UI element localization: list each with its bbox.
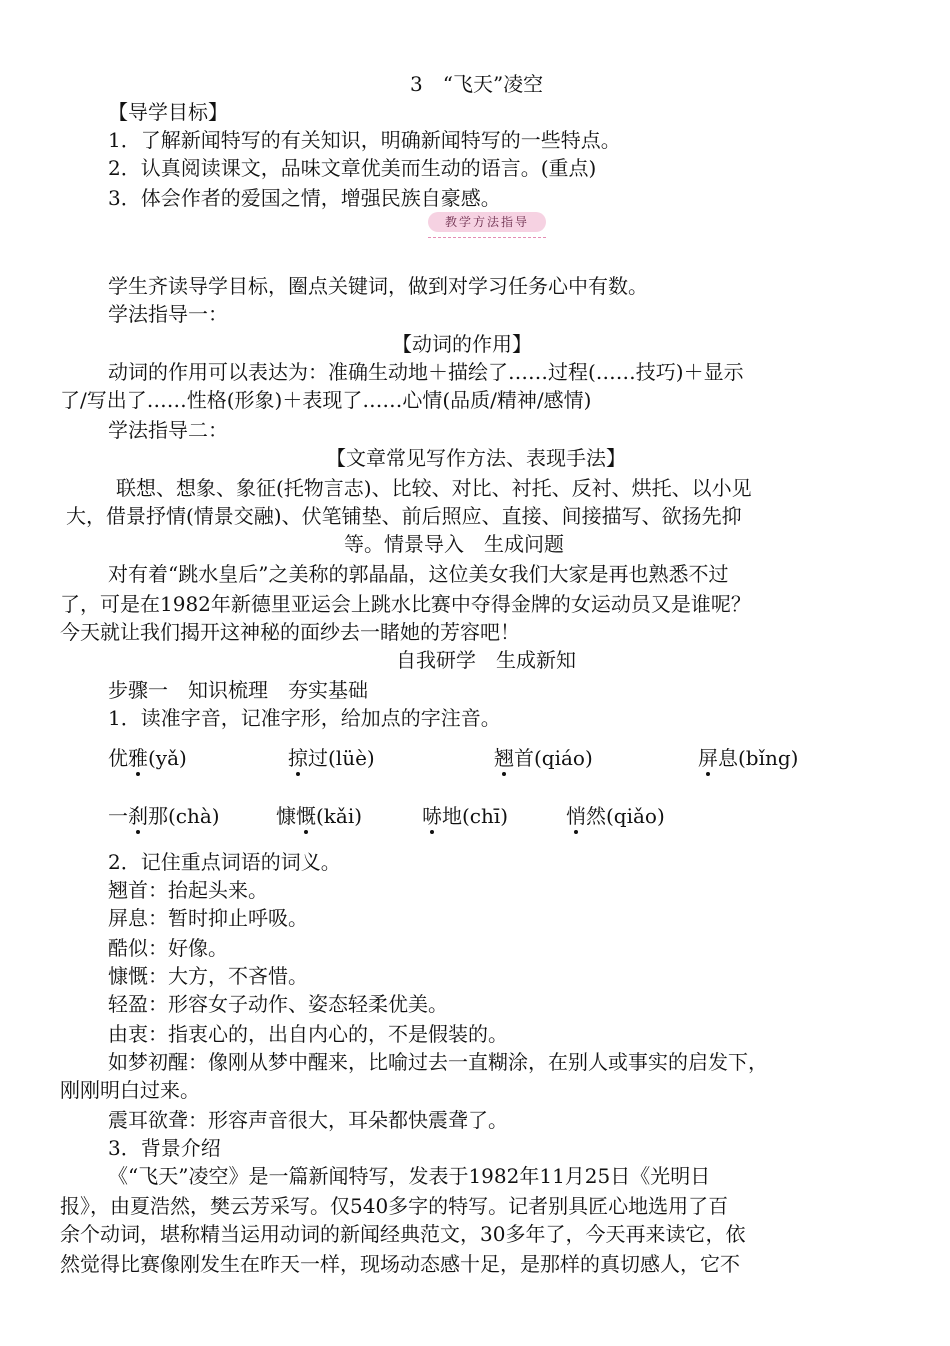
background-paragraph: 然觉得比赛像刚发生在昨天一样，现场动态感十足，是那样的真切感人，它不: [60, 1252, 740, 1276]
pinyin-text: 过(lüè): [308, 746, 375, 770]
question-three: 3．背景介绍: [108, 1136, 221, 1160]
method1-text: 了/写出了……性格(形象)＋表现了……心情(品质/精神/感情): [60, 388, 592, 412]
pinyin-text: 首(qiáo): [514, 746, 593, 770]
pinyin-item: [288, 744, 375, 772]
vocab-entry: 如梦初醒：像刚从梦中醒来，比喻过去一直糊涂，在别人或事实的启发下，: [108, 1050, 768, 1074]
pinyin-text: 息(bǐng): [718, 746, 799, 770]
vocab-entry: 震耳欲聋：形容声音很大，耳朵都快震聋了。: [108, 1108, 508, 1132]
section-title: 自我研学 生成新知: [396, 648, 576, 672]
method2-label: 学法指导二：: [108, 418, 228, 442]
goal-item: 3．体会作者的爱国之情，增强民族自豪感。: [108, 186, 501, 210]
pinyin-item: [494, 744, 593, 772]
goal-item: 2．认真阅读课文，品味文章优美而生动的语言。(重点): [108, 156, 597, 180]
background-paragraph: 《“飞天”凌空》是一篇新闻特写，发表于1982年11月25日《光明日: [108, 1164, 711, 1188]
pinyin-text: (yǎ): [148, 746, 187, 770]
pinyin-item: [108, 802, 220, 830]
pinyin-item: [276, 802, 362, 830]
method-guide-badge: 教学方法指导: [428, 212, 546, 232]
method2-text: 大，借景抒情(情景交融)、伏笔铺垫、前后照应、直接、间接描写、欲扬先抑: [66, 504, 742, 528]
dotted-char: 掠: [288, 746, 308, 770]
dotted-char: 翘: [494, 746, 514, 770]
goal-item: 1．了解新闻特写的有关知识，明确新闻特写的一些特点。: [108, 128, 621, 152]
vocab-entry: 慷慨：大方，不吝惜。: [108, 964, 308, 988]
pinyin-item: [566, 802, 665, 830]
background-paragraph: 余个动词，堪称精当运用动词的新闻经典范文，30多年了，今天再来读它，依: [60, 1222, 746, 1246]
method2-text: 联想、想象、象征(托物言志)、比较、对比、衬托、反衬、烘托、以小见: [116, 476, 752, 500]
pinyin-item: [422, 802, 508, 830]
dotted-char: 哧: [422, 804, 442, 828]
badge-underline: [428, 237, 546, 238]
dotted-char: 慨: [296, 804, 316, 828]
plain-char: 优: [108, 746, 128, 770]
pinyin-item: [108, 744, 187, 772]
pinyin-text: 然(qiǎo): [586, 804, 665, 828]
intro-paragraph: 今天就让我们揭开这神秘的面纱去一睹她的芳容吧！: [60, 620, 520, 644]
dotted-char: 刹: [128, 804, 148, 828]
plain-char: 慷: [276, 804, 296, 828]
guide-intro: 学生齐读导学目标，圈点关键词，做到对学习任务心中有数。: [108, 274, 648, 298]
lesson-title: 3 “飞天”凌空: [410, 72, 544, 96]
pinyin-text: 那(chà): [148, 804, 220, 828]
question-two: 2．记住重点词语的词义。: [108, 850, 341, 874]
dotted-char: 雅: [128, 746, 148, 770]
step-one-heading: 步骤一 知识梳理 夯实基础: [108, 678, 368, 702]
vocab-entry: 翘首：抬起头来。: [108, 878, 268, 902]
vocab-entry: 轻盈：形容女子动作、姿态轻柔优美。: [108, 992, 448, 1016]
method1-title: 【动词的作用】: [392, 332, 532, 356]
background-paragraph: 报》，由夏浩然，樊云芳采写。仅540多字的特写。记者别具匠心地选用了百: [60, 1194, 729, 1218]
intro-paragraph: 了，可是在1982年新德里亚运会上跳水比赛中夺得金牌的女运动员又是谁呢？: [60, 592, 751, 616]
method1-label: 学法指导一：: [108, 302, 228, 326]
vocab-entry: 由衷：指衷心的，出自内心的，不是假装的。: [108, 1022, 508, 1046]
vocab-entry: 酷似：好像。: [108, 936, 228, 960]
pinyin-text: 地(chī): [442, 804, 509, 828]
method2-text: 等。情景导入 生成问题: [344, 532, 564, 556]
goals-header: 【导学目标】: [108, 100, 228, 124]
method2-title: 【文章常见写作方法、表现手法】: [326, 446, 626, 470]
plain-char: 一: [108, 804, 128, 828]
pinyin-text: (kǎi): [316, 804, 363, 828]
dotted-char: 屏: [698, 746, 718, 770]
question-one: 1．读准字音，记准字形，给加点的字注音。: [108, 706, 501, 730]
vocab-entry: 屏息：暂时抑止呼吸。: [108, 906, 308, 930]
intro-paragraph: 对有着“跳水皇后”之美称的郭晶晶，这位美女我们大家是再也熟悉不过: [108, 562, 729, 586]
method1-text: 动词的作用可以表达为：准确生动地＋描绘了……过程(……技巧)＋显示: [108, 360, 744, 384]
vocab-entry: 刚刚明白过来。: [60, 1078, 200, 1102]
dotted-char: 悄: [566, 804, 586, 828]
pinyin-item: [698, 744, 799, 772]
